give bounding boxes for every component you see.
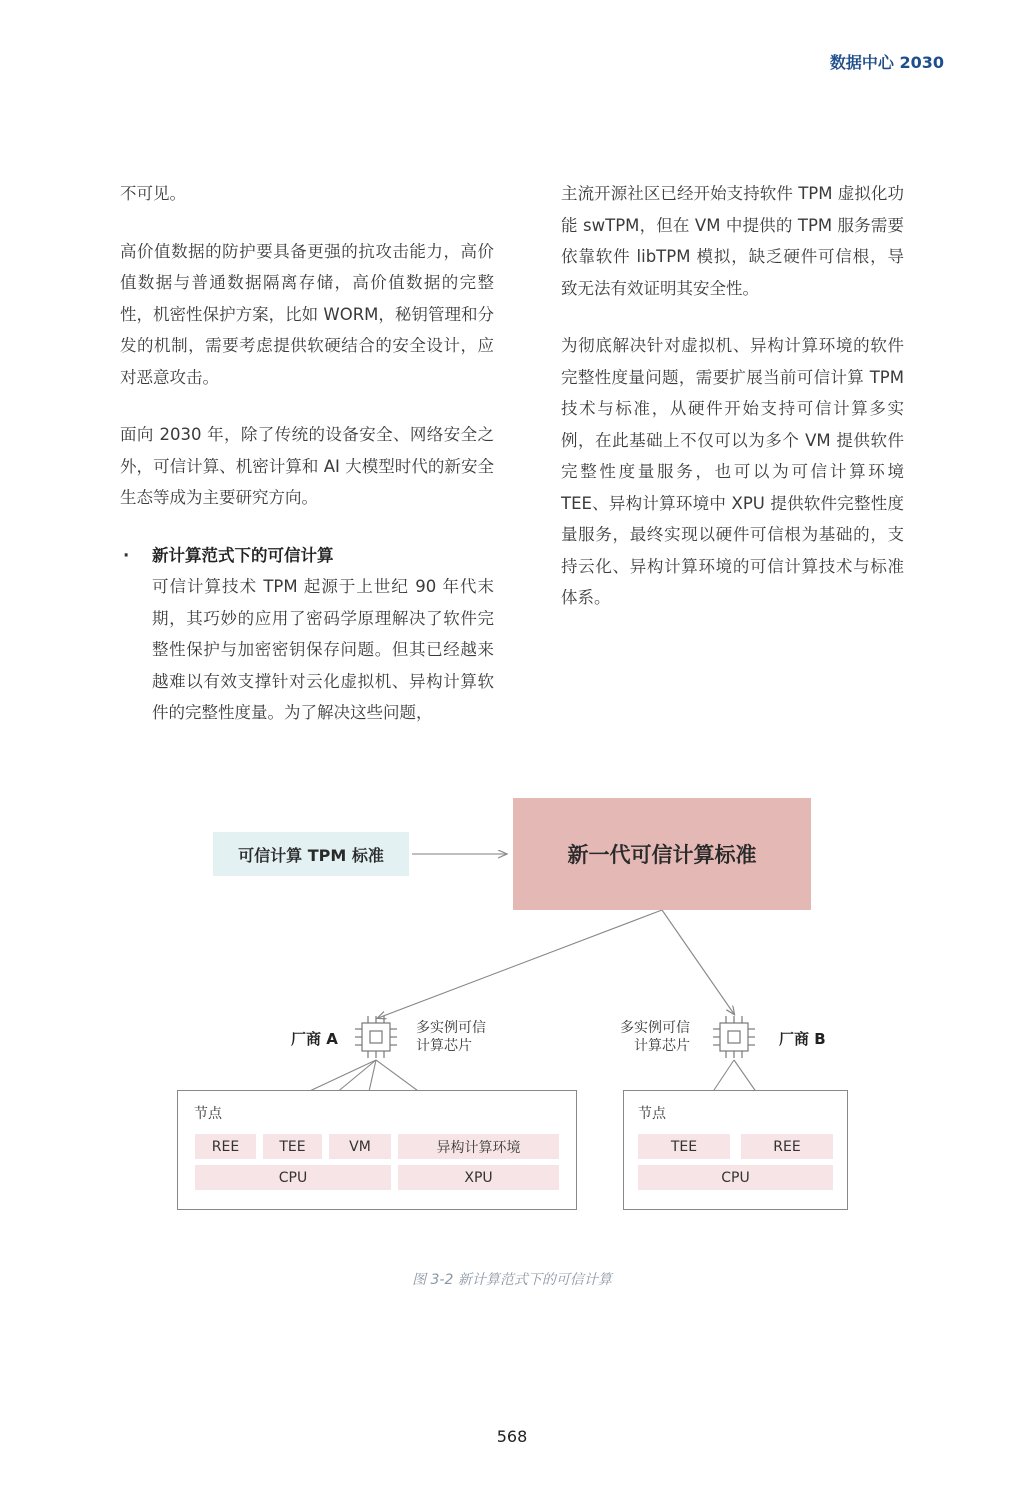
header-title: 数据中心 2030 [829,53,944,72]
node-b-title: 节点 [638,1106,666,1122]
bullet-title: 新计算范式下的可信计算 [152,545,334,565]
right-para-2: 为彻底解决针对虚拟机、异构计算环境的软件完整性度量问题，需要扩展当前可信计算 TPM 技术与标准，从硬件开始支持可信计算多实例，在此基础上不仅可以为多个 VM 提供软件完整性度量服务，也可以为可信计算环境 TEE、异构计算环境中 XPU 提供软件完整性度量服务，最终实现以硬件可信根为基础的，支持云化、异构计算环境的可信计算技术与标准体系。 [561,336,904,607]
node-a-box [177,1090,577,1210]
tpm-standard-box: 可信计算 TPM 标准 [213,832,409,876]
page-number: 568 [496,1427,528,1446]
chip-a-label-line1: 多实例可信 [416,1020,486,1036]
node-a-cell-cpu: CPU [195,1165,391,1190]
node-b-cell-cpu: CPU [638,1165,833,1190]
left-para-3: 面向 2030 年，除了传统的设备安全、网络安全之外，可信计算、机密计算和 AI 大模型时代的新安全生态等成为主要研究方向。 [120,425,494,507]
bullet-body: 可信计算技术 TPM 起源于上世纪 90 年代末期，其巧妙的应用了密码学原理解决了软件完整性保护与加密密钥保存问题。但其已经越来越难以有效支撑针对云化虚拟机、异构计算软件的完整性度量。为了解决这些问题， [152,577,494,722]
vendor-a-label: 厂商 A [291,1030,338,1048]
node-b-cell-ree: REE [741,1134,833,1159]
bullet-section [120,540,494,729]
node-a-title: 节点 [194,1106,222,1122]
right-para-1: 主流开源社区已经开始支持软件 TPM 虚拟化功能 swTPM，但在 VM 中提供的 TPM 服务需要依靠软件 libTPM 模拟，缺乏硬件可信根，导致无法有效证明其安全性。 [561,184,904,298]
node-a-cell-xpu: XPU [398,1165,559,1190]
arrow-new-to-chip-a [378,910,662,1018]
vendor-b-label: 厂商 B [779,1030,826,1048]
chip-b-label [616,1019,690,1055]
left-para-1: 不可见。 [120,184,186,203]
chip-a-label-line2: 计算芯片 [416,1038,472,1054]
node-a-cell-ree: REE [195,1134,256,1159]
chip-a-icon [355,1016,397,1058]
bullet-marker: · [123,545,130,565]
left-column [120,178,494,729]
node-b-cell-tee: TEE [638,1134,730,1159]
chip-a-label [416,1019,486,1055]
chip-b-label-line2: 计算芯片 [634,1038,690,1054]
left-para-2: 高价值数据的防护要具备更强的抗攻击能力，高价值数据与普通数据隔离存储，高价值数据的完整性，机密性保护方案，比如 WORM，秘钥管理和分发的机制，需要考虑提供软硬结合的安全设计，应对恶意攻击。 [120,241,494,387]
node-a-cell-tee: TEE [263,1134,322,1159]
right-column [561,178,904,640]
node-b-box [623,1090,848,1210]
node-a-cell-vm: VM [329,1134,391,1159]
chip-b-label-line1: 多实例可信 [620,1020,690,1036]
trusted-computing-diagram [0,790,1024,1230]
node-a-cell-hetero: 异构计算环境 [398,1134,559,1159]
chip-b-icon [713,1016,755,1058]
new-standard-box: 新一代可信计算标准 [513,798,811,910]
arrow-new-to-chip-b [662,910,734,1014]
figure-caption: 图 3-2 新计算范式下的可信计算 [412,1272,612,1288]
